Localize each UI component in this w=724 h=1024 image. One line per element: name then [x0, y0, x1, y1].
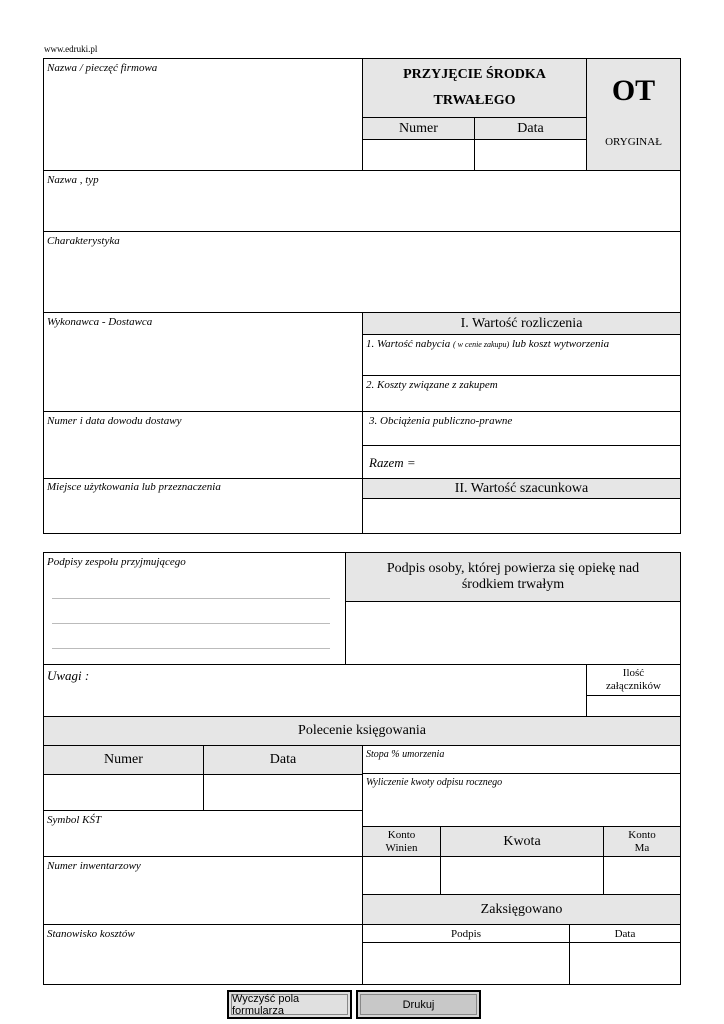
- team-signatures-field[interactable]: [44, 553, 345, 664]
- site-url: www.edruki.pl: [44, 44, 98, 54]
- inventory-number-label: Numer inwentarzowy: [47, 860, 141, 872]
- settlement-heading: I. Wartość rozliczenia: [363, 313, 680, 334]
- company-stamp-field[interactable]: [44, 59, 362, 170]
- booking-number-header: Numer: [44, 746, 203, 774]
- title-line-1: PRZYJĘCIE ŚRODKA: [403, 67, 546, 82]
- doc-date-field[interactable]: [475, 140, 586, 170]
- credit-line-1: Konto: [628, 828, 656, 841]
- depreciation-rate-label: Stopa % umorzenia: [366, 749, 445, 760]
- date-header: Data: [475, 118, 586, 139]
- kst-symbol-label: Symbol KŚT: [47, 814, 102, 826]
- acquisition-text-a: 1. Wartość nabycia: [366, 338, 451, 350]
- booking-date-header: Data: [204, 746, 362, 774]
- posted-date-header: Data: [614, 927, 636, 940]
- name-type-field[interactable]: [44, 171, 680, 231]
- booking-date-field[interactable]: [204, 775, 362, 810]
- remarks-label: Uwagi :: [47, 668, 90, 683]
- kst-symbol-field[interactable]: [44, 811, 362, 856]
- usage-place-field[interactable]: [44, 479, 362, 533]
- estimated-heading: II. Wartość szacunkowa: [363, 479, 680, 498]
- cost-center-label: Stanowisko kosztów: [47, 928, 135, 940]
- debit-line-1: Konto: [387, 828, 416, 841]
- title-line-2: TRWAŁEGO: [433, 93, 516, 108]
- title-block: [363, 59, 586, 117]
- acquisition-text-b: ( w cenie zakupu): [452, 340, 510, 349]
- annual-calc-label: Wyliczenie kwoty odpisu rocznego: [366, 777, 503, 788]
- purchase-costs-label: 2. Koszty związane z zakupem: [366, 379, 498, 391]
- attachments-count-field[interactable]: [587, 696, 680, 716]
- copy-type: ORYGINAŁ: [605, 136, 662, 148]
- upper-form: [43, 58, 681, 534]
- delivery-doc-label: Numer i data dowodu dostawy: [47, 415, 182, 427]
- attachments-line-1: Ilość: [622, 667, 645, 679]
- print-button[interactable]: [356, 990, 481, 1019]
- attachments-label: [587, 665, 680, 695]
- code-block: [587, 59, 680, 170]
- estimated-value-field[interactable]: [363, 499, 680, 533]
- cost-center-field[interactable]: [44, 925, 362, 984]
- debit-line-2: Winien: [385, 841, 418, 854]
- debit-account-field[interactable]: [363, 857, 440, 894]
- attachments-line-2: załączników: [606, 680, 661, 692]
- booking-number-field[interactable]: [44, 775, 203, 810]
- purchase-costs-field[interactable]: [363, 376, 680, 411]
- characteristics-field[interactable]: [44, 232, 680, 312]
- posted-signature-header: Podpis: [451, 927, 481, 940]
- public-charges-field[interactable]: [363, 412, 680, 445]
- doc-number-field[interactable]: [363, 140, 474, 170]
- acquisition-text-c: lub koszt wytworzenia: [511, 338, 610, 350]
- usage-place-label: Miejsce użytkowania lub przeznaczenia: [47, 481, 221, 493]
- inventory-number-field[interactable]: [44, 857, 362, 924]
- lower-form: [43, 552, 681, 985]
- characteristics-label: Charakterystyka: [47, 235, 120, 247]
- credit-account-header: [604, 827, 680, 856]
- public-charges-label: 3. Obciążenia publiczno-prawne: [369, 415, 513, 427]
- acquisition-value-label: [366, 338, 609, 350]
- acquisition-value-field[interactable]: [363, 335, 680, 375]
- posted-heading: Zaksięgowano: [363, 895, 680, 924]
- total-label: Razem =: [369, 455, 416, 470]
- company-label: Nazwa / pieczęć firmowa: [47, 62, 158, 74]
- remarks-field[interactable]: [44, 665, 586, 716]
- booking-heading: Polecenie księgowania: [44, 717, 680, 745]
- team-signatures-label: Podpisy zespołu przyjmującego: [47, 556, 186, 568]
- number-header: Numer: [363, 118, 474, 139]
- amount-field[interactable]: [441, 857, 603, 894]
- total-field[interactable]: [363, 446, 680, 478]
- credit-account-field[interactable]: [604, 857, 680, 894]
- custodian-heading: Podpis osoby, której powierza się opiekę nad środkiem trwałym: [346, 553, 680, 601]
- name-type-label: Nazwa , typ: [47, 174, 99, 186]
- clear-form-label: Wyczyść pola formularza: [231, 994, 348, 1015]
- custodian-signature-field[interactable]: [346, 602, 680, 664]
- depreciation-rate-field[interactable]: [363, 746, 680, 773]
- posted-signature-field[interactable]: [363, 943, 569, 984]
- credit-line-2: Ma: [634, 841, 650, 854]
- print-label: Drukuj: [360, 994, 477, 1015]
- contractor-field[interactable]: [44, 313, 362, 411]
- debit-account-header: [363, 827, 440, 856]
- delivery-doc-field[interactable]: [44, 412, 362, 478]
- posted-date-field[interactable]: [570, 943, 680, 984]
- form-code: OT: [611, 74, 656, 107]
- contractor-label: Wykonawca - Dostawca: [47, 316, 153, 328]
- amount-header: Kwota: [441, 827, 603, 856]
- annual-calc-field[interactable]: [363, 774, 680, 826]
- clear-form-button[interactable]: [227, 990, 352, 1019]
